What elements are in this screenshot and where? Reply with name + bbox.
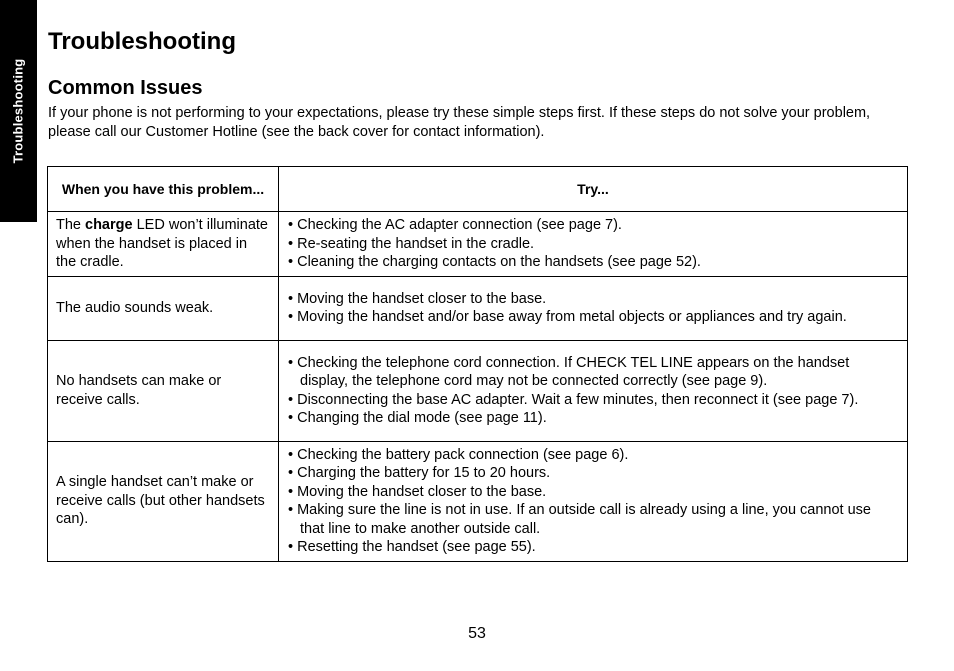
- step-item: • Moving the handset and/or base away from metal objects or appliances and try again.: [288, 309, 847, 325]
- steps-cell: [279, 340, 908, 441]
- page-title: Troubleshooting: [48, 28, 236, 55]
- section-title: Common Issues: [48, 77, 203, 99]
- problem-text-prefix: The: [56, 217, 86, 233]
- step-item: • Charging the battery for 15 to 20 hours.: [288, 465, 551, 481]
- table-row: [48, 212, 908, 277]
- table-row: [48, 441, 908, 561]
- page-number: 53: [468, 625, 486, 642]
- table-header-row: [48, 167, 908, 212]
- steps-list: [288, 216, 899, 272]
- steps-cell: [279, 212, 908, 277]
- intro-paragraph: If your phone is not performing to your expectations, please try these simple steps first. If these steps do not solve your problem, please call our Customer Hotline (see the back cover for contact information).: [48, 105, 871, 140]
- problem-cell: No handsets can make or receive calls.: [48, 340, 279, 441]
- problem-cell: A single handset can’t make or receive calls (but other handsets can).: [48, 441, 279, 561]
- step-item: • Making sure the line is not in use. If an outside call is already using a line, you cannot use that line to make another outside call.: [288, 502, 871, 537]
- problem-text-suffix: LED won’t illuminate when the handset is placed in the cradle.: [56, 217, 268, 270]
- table-row: [48, 276, 908, 340]
- header-try: Try...: [279, 167, 908, 212]
- side-tab: [0, 0, 37, 222]
- side-tab-label: Troubleshooting: [10, 58, 26, 164]
- step-item: • Changing the dial mode (see page 11).: [288, 410, 547, 426]
- steps-list: [288, 446, 899, 557]
- step-item: • Disconnecting the base AC adapter. Wait a few minutes, then reconnect it (see page 7).: [288, 391, 859, 408]
- header-problem: When you have this problem...: [48, 167, 279, 212]
- step-item: • Resetting the handset (see page 55).: [288, 539, 536, 555]
- steps-list: [288, 354, 899, 428]
- step-item: • Checking the AC adapter connection (see page 7).: [288, 217, 622, 233]
- step-item: • Moving the handset closer to the base.: [288, 290, 547, 307]
- steps-cell: [279, 276, 908, 340]
- problem-cell: The audio sounds weak.: [48, 276, 279, 340]
- problem-text-bold: charge: [85, 217, 133, 233]
- step-item: • Checking the battery pack connection (see page 6).: [288, 446, 629, 463]
- step-item: • Cleaning the charging contacts on the handsets (see page 52).: [288, 254, 701, 270]
- step-item: • Re-seating the handset in the cradle.: [288, 235, 535, 252]
- step-item: • Moving the handset closer to the base.: [288, 483, 547, 500]
- steps-list: [288, 290, 899, 327]
- problem-cell: [48, 212, 279, 277]
- troubleshooting-table: [47, 166, 908, 562]
- step-item: • Checking the telephone cord connection. If CHECK TEL LINE appears on the handset display, the telephone cord may not be connected correctly (see page 9).: [288, 354, 850, 389]
- table-row: [48, 340, 908, 441]
- steps-cell: [279, 441, 908, 561]
